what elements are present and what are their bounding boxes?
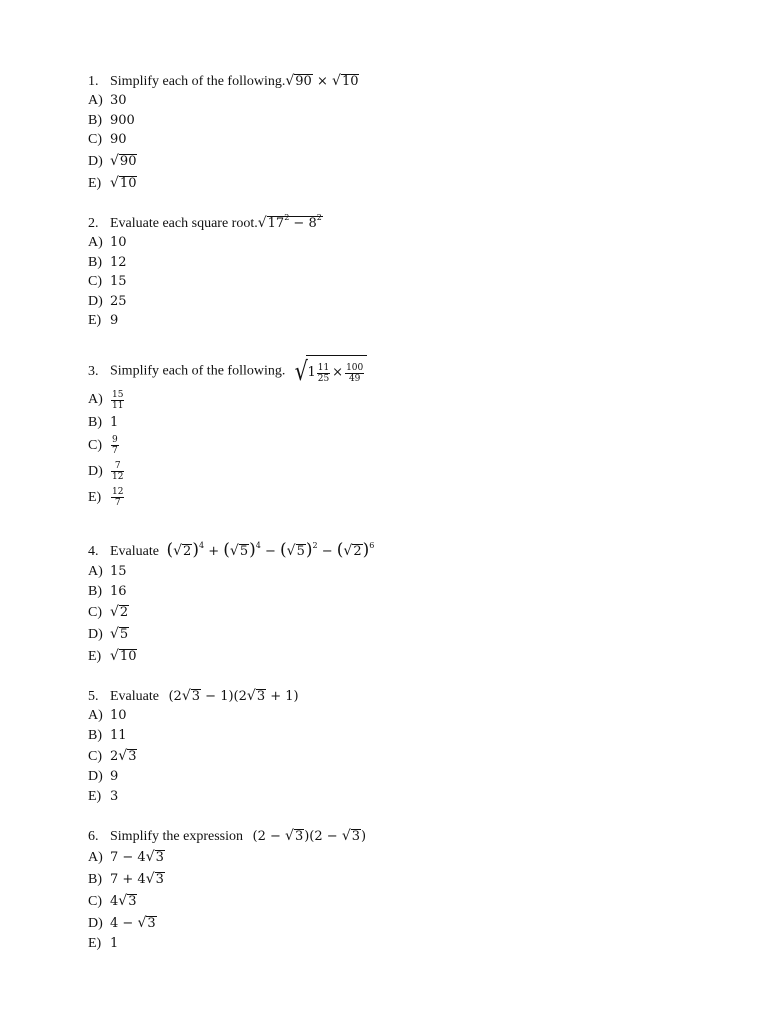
option-b[interactable]: B) 11 (88, 727, 127, 743)
question-expression: (2√3 − 1)(2√3 + 1) (168, 688, 299, 704)
option-e[interactable]: E) 3 (88, 788, 119, 804)
option-a[interactable]: A) 10 (88, 235, 127, 250)
question-expression: (2 − √3)(2 − √3) (252, 828, 367, 844)
question-4-stem: 4. Evaluate $(√2)^4 + (√5)^4 - (√5)^2 - (√2)^6$ (88, 540, 375, 560)
option-d[interactable]: D) √90 (88, 152, 137, 169)
option-a[interactable]: A) 15 (88, 564, 127, 579)
option-e[interactable]: E) $\frac{12}{7}$ (88, 487, 124, 508)
option-c[interactable]: C) 15 (88, 274, 127, 289)
question-prompt: Simplify each of the following. (110, 74, 286, 89)
question-2 (88, 213, 708, 331)
option-a[interactable]: A) 7 − 4√3 (88, 849, 164, 865)
option-b[interactable]: B) 7 + 4√3 (88, 871, 164, 887)
option-a[interactable]: A) $\frac{15}{11}$ (88, 389, 124, 411)
option-d[interactable]: D) 25 (88, 293, 127, 309)
question-3 (88, 355, 708, 511)
option-e[interactable]: E) √10 (88, 648, 137, 664)
option-c[interactable]: C) 2√3 (88, 748, 137, 764)
question-expression: $√17^2 - 8^2$ (257, 213, 322, 231)
question-5 (88, 686, 708, 806)
question-number: 1. (88, 74, 99, 89)
question-4 (88, 538, 708, 667)
question-6-stem: 6. Simplify the expression (2 − √3)(2 − √3) (88, 828, 367, 844)
question-6 (88, 826, 708, 954)
question-5-stem: 5. Evaluate (2√3 − 1)(2√3 + 1) (88, 688, 299, 704)
question-3-stem: 3. Simplify each of the following. √ 1 $\frac{11}{25}$ × $\frac{100}{49}$ (88, 355, 708, 385)
option-d[interactable]: D) 4 − √3 (88, 915, 156, 931)
question-expression: √ 1 $\frac{11}{25}$ × $\frac{100}{49}$ (293, 355, 367, 388)
option-b[interactable]: B) 1 (88, 415, 119, 430)
option-c[interactable]: C) $\frac{9}{7}$ (88, 435, 118, 456)
option-c[interactable]: C) √2 (88, 604, 129, 620)
question-expression: √90 × √10 (285, 73, 359, 89)
question-2-stem: 2. Evaluate each square $root.√17^2 - 8^2$ (88, 213, 322, 231)
option-d[interactable]: D) √5 (88, 626, 129, 642)
option-d[interactable]: D) 9 (88, 769, 119, 784)
option-c[interactable]: C) 90 (88, 132, 127, 147)
option-d[interactable]: D) $\frac{7}{12}$ (88, 461, 124, 482)
question-expression: $(√2)^4 + (√5)^4 - (√5)^2 - (√2)^6$ (166, 540, 375, 560)
question-1 (88, 71, 708, 194)
option-c[interactable]: C) 4√3 (88, 893, 137, 909)
option-e[interactable]: E) √10 (88, 174, 137, 191)
question-1-stem (88, 71, 708, 91)
option-b[interactable]: B) 16 (88, 583, 127, 599)
option-a[interactable]: A) 30 (88, 93, 127, 108)
option-e[interactable]: E) 9 (88, 313, 119, 328)
option-a[interactable]: A) 10 (88, 708, 127, 723)
option-b[interactable]: B) 900 (88, 112, 135, 128)
option-b[interactable]: B) 12 (88, 254, 127, 270)
option-e[interactable]: E) 1 (88, 936, 119, 951)
